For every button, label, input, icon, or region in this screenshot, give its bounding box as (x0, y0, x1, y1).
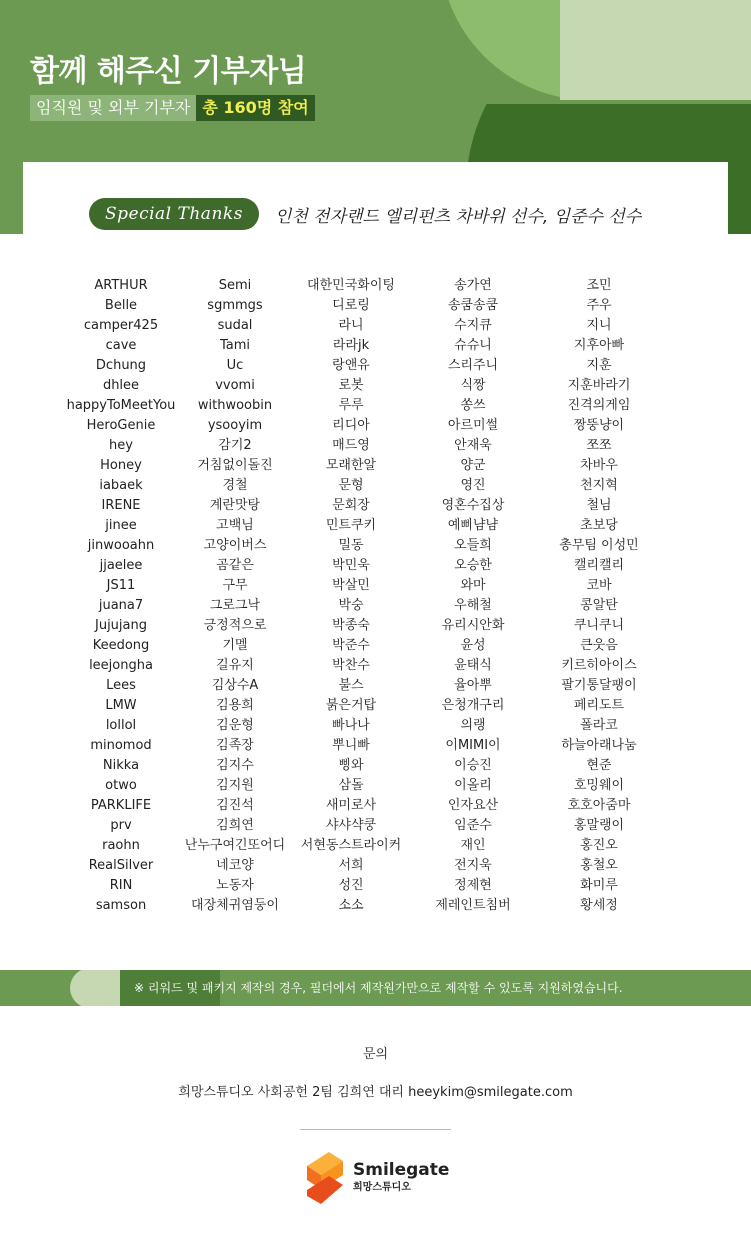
donor-name: 박준수 (332, 638, 370, 653)
donor-name: Lees (106, 678, 136, 693)
donor-name: IRENE (101, 498, 141, 513)
donor-name: Honey (100, 458, 142, 473)
donor-name: 화미루 (580, 878, 618, 893)
donor-name: Belle (104, 298, 138, 313)
donor-name: 랑앤유 (332, 358, 370, 373)
donor-name: 노동자 (216, 878, 254, 893)
donor-name: 정제현 (454, 878, 492, 893)
donor-name: 콩알탄 (580, 598, 618, 613)
donor-name: 삼돌 (338, 778, 364, 793)
donor-name: otwo (105, 778, 137, 793)
donor-name: 황세정 (580, 898, 618, 913)
donor-name: 오들희 (454, 538, 492, 553)
donor-name: 스리주니 (447, 358, 499, 373)
donor-name: 조민 (586, 278, 612, 293)
donor-name: 문형 (338, 478, 364, 493)
donor-name: 대장체귀염둥이 (191, 898, 279, 913)
donor-name: 유리시안화 (441, 618, 505, 633)
donor-name: 박찬수 (332, 658, 370, 673)
smilegate-logo (307, 1152, 449, 1204)
page-title: 함께 해주신 기부자님 (30, 54, 307, 89)
donor-name: 지후아빠 (573, 338, 625, 353)
donor-name: 김지원 (216, 778, 254, 793)
donor-name: 박종숙 (332, 618, 370, 633)
donor-name: 임준수 (454, 818, 492, 833)
donor-name: Keedong (92, 638, 150, 653)
donor-name: 의랭 (460, 718, 486, 733)
donor-name: dhlee (102, 378, 140, 393)
donor-name: 김진석 (216, 798, 254, 813)
donor-name: 김상수A (211, 678, 259, 693)
donor-name: 홍진오 (580, 838, 618, 853)
donor-name: 새미로사 (325, 798, 377, 813)
donor-name: LMW (105, 698, 137, 713)
contact-label: 문의 (362, 1047, 389, 1062)
donor-name: 인자요산 (447, 798, 499, 813)
donor-name: 전지욱 (454, 858, 492, 873)
special-thanks-text: 인천 전자랜드 엘리펀츠 차바위 선수, 임준수 선수 (274, 206, 642, 227)
donor-name: 주우 (586, 298, 612, 313)
donor-name: 불스 (338, 678, 364, 693)
donor-name: JS11 (106, 578, 136, 593)
donor-name: 천지혁 (580, 478, 618, 493)
donor-name: 쏭쓰 (460, 398, 486, 413)
donor-name: 서현동스트라이커 (300, 838, 402, 853)
special-thanks-badge: Special Thanks (89, 198, 259, 230)
donor-card (23, 162, 728, 922)
donor-name: 길유지 (216, 658, 254, 673)
donor-name: 샤샤샥쿵 (325, 818, 377, 833)
donor-name: vvomi (215, 378, 255, 393)
donor-count: 총 160명 참여 (196, 95, 314, 121)
donor-name: 라라jk (332, 338, 370, 353)
donor-name: 와마 (460, 578, 486, 593)
donor-name: Jujujang (95, 618, 147, 633)
donor-name: ysooyim (207, 418, 263, 433)
donor-name: 양군 (460, 458, 486, 473)
donor-name: lollol (105, 718, 137, 733)
logo-name: Smilegate (353, 1160, 450, 1180)
donor-name: 이승진 (454, 758, 492, 773)
donor-name: HeroGenie (86, 418, 156, 433)
donor-name: 지훈 (586, 358, 612, 373)
donor-name: 네코양 (216, 858, 254, 873)
donor-name: 폴라코 (580, 718, 618, 733)
donor-name: samson (95, 898, 147, 913)
donor-name: 빠나나 (332, 718, 370, 733)
donor-name: Dchung (95, 358, 147, 373)
donor-name: 문회장 (332, 498, 370, 513)
donor-name: 윤성 (460, 638, 486, 653)
divider (300, 1129, 451, 1130)
donor-name: 호밍웨이 (573, 778, 625, 793)
donor-name: 서희 (338, 858, 364, 873)
donor-name: 민트쿠키 (325, 518, 377, 533)
donor-name: 긍정적으로 (203, 618, 267, 633)
donor-name: 제레인트침버 (435, 898, 511, 913)
donor-name: 하늘아래나눔 (561, 738, 637, 753)
donor-name: 차바우 (580, 458, 618, 473)
donor-name: 박민욱 (332, 558, 370, 573)
donor-summary-label: 임직원 및 외부 기부자 (30, 95, 196, 121)
donor-name: 호호아줌마 (567, 798, 631, 813)
donor-name: 김지수 (216, 758, 254, 773)
donor-name: 홍말랭이 (573, 818, 625, 833)
donor-name: happyToMeetYou (66, 398, 176, 413)
special-thanks (89, 198, 641, 230)
donor-name: 박숭 (338, 598, 364, 613)
donor-column (537, 276, 661, 916)
donor-name: leejongha (89, 658, 153, 673)
donor-name: 김족장 (216, 738, 254, 753)
donor-name: 식짱 (460, 378, 486, 393)
donor-name: 기멜 (222, 638, 248, 653)
donor-name: 현준 (586, 758, 612, 773)
donor-name: 박살민 (332, 578, 370, 593)
smilegate-logo-icon (307, 1152, 343, 1204)
donor-column (173, 276, 297, 916)
donor-name: 재인 (460, 838, 486, 853)
donor-name: 큰웃음 (580, 638, 618, 653)
donor-name: PARKLIFE (90, 798, 152, 813)
donor-name: 구무 (222, 578, 248, 593)
donor-name: RIN (109, 878, 133, 893)
logo-subtitle: 희망스튜디오 (353, 1182, 411, 1193)
donor-name: 쪼쪼 (586, 438, 612, 453)
donor-name: 계란맛탕 (209, 498, 261, 513)
donor-name: 삥와 (338, 758, 364, 773)
donor-name: prv (110, 818, 132, 833)
donor-name: 리디아 (332, 418, 370, 433)
donor-name: 키르히아이스 (561, 658, 637, 673)
donor-name: 예삐냠냠 (447, 518, 499, 533)
donor-name: 이올리 (454, 778, 492, 793)
donor-name: 지훈바라기 (567, 378, 631, 393)
donor-name: 고양이버스 (203, 538, 267, 553)
donor-name: sgmmgs (207, 298, 263, 313)
contact-info: 희망스튜디오 사회공헌 2팀 김희연 대리 heeykim@smilegate.com (178, 1085, 573, 1100)
donor-name: 김용희 (216, 698, 254, 713)
donor-name: 소소 (338, 898, 364, 913)
donor-name: 김희연 (216, 818, 254, 833)
donor-name: 감기2 (218, 438, 252, 453)
donor-name: 송가연 (454, 278, 492, 293)
donor-name: sudal (217, 318, 253, 333)
donor-name: raohn (102, 838, 140, 853)
donor-name: cave (105, 338, 137, 353)
donor-name: 윤태식 (454, 658, 492, 673)
donor-name: 철님 (586, 498, 612, 513)
donor-name: 대한민국화이팅 (307, 278, 395, 293)
donor-column (411, 276, 535, 916)
donor-name: 페리도트 (573, 698, 625, 713)
donor-name: hey (109, 438, 133, 453)
donor-name: 송쿰송쿰 (447, 298, 499, 313)
donor-name: ARTHUR (94, 278, 148, 293)
donor-name: 아르미썰 (447, 418, 499, 433)
donor-name: 슈슈니 (454, 338, 492, 353)
donor-summary (30, 95, 315, 121)
donor-name: minomod (90, 738, 152, 753)
donor-name: 그로그낙 (209, 598, 261, 613)
donor-name-grid (66, 276, 667, 913)
donor-name: jinee (105, 518, 137, 533)
donor-name: 라니 (338, 318, 364, 333)
donor-name: Uc (226, 358, 244, 373)
donor-name: camper425 (83, 318, 159, 333)
donor-name: Tami (219, 338, 251, 353)
donor-name: 영진 (460, 478, 486, 493)
donor-name: 오승한 (454, 558, 492, 573)
donor-name: withwoobin (197, 398, 273, 413)
donor-column (289, 276, 413, 916)
donor-name: jjaelee (99, 558, 143, 573)
donor-name: 은청개구리 (441, 698, 505, 713)
donor-name: 코바 (586, 578, 612, 593)
donor-name: 난누구여긴또어디 (184, 838, 286, 853)
donor-name: 영혼수집상 (441, 498, 505, 513)
donor-name: 우해철 (454, 598, 492, 613)
donor-name: 뿌니빠 (332, 738, 370, 753)
donor-name: RealSilver (88, 858, 154, 873)
donor-name: 캘리캘리 (573, 558, 625, 573)
notice-band (0, 970, 751, 1006)
donor-name: 홍철오 (580, 858, 618, 873)
donor-name: 쿠니쿠니 (573, 618, 625, 633)
donor-name: 수지큐 (454, 318, 492, 333)
donor-name: 매드영 (332, 438, 370, 453)
donor-name: 짱뚱냥이 (573, 418, 625, 433)
donor-name: 고백님 (216, 518, 254, 533)
donor-name: 거침없이돌진 (197, 458, 273, 473)
donor-name: 성진 (338, 878, 364, 893)
donor-name: juana7 (98, 598, 144, 613)
donor-name: Nikka (102, 758, 140, 773)
donor-name: 지니 (586, 318, 612, 333)
donor-name: iabaek (99, 478, 143, 493)
decor-light-block (560, 0, 751, 100)
donor-name: 곰같은 (216, 558, 254, 573)
donor-name: 밀동 (338, 538, 364, 553)
donor-name: 로봇 (338, 378, 364, 393)
donor-name: 붉은거탑 (325, 698, 377, 713)
donor-name: 총무팀 이성민 (559, 538, 639, 553)
donor-column (59, 276, 183, 916)
donor-name: jinwooahn (87, 538, 155, 553)
donor-name: 디로링 (332, 298, 370, 313)
donor-name: 이MIMI이 (445, 738, 501, 753)
donor-name: 초보당 (580, 518, 618, 533)
donor-name: 율아뿌 (454, 678, 492, 693)
donor-name: 경철 (222, 478, 248, 493)
donor-name: 김운형 (216, 718, 254, 733)
donor-name: Semi (218, 278, 252, 293)
donor-name: 팔기통달팽이 (561, 678, 637, 693)
notice-text: ※ 리워드 및 패키지 제작의 경우, 필더에서 제작원가만으로 제작할 수 있도록 지원하였습니다. (134, 981, 623, 995)
donor-name: 안재욱 (454, 438, 492, 453)
donor-name: 루루 (338, 398, 364, 413)
donor-name: 모래한알 (325, 458, 377, 473)
donor-name: 진격의게임 (567, 398, 631, 413)
